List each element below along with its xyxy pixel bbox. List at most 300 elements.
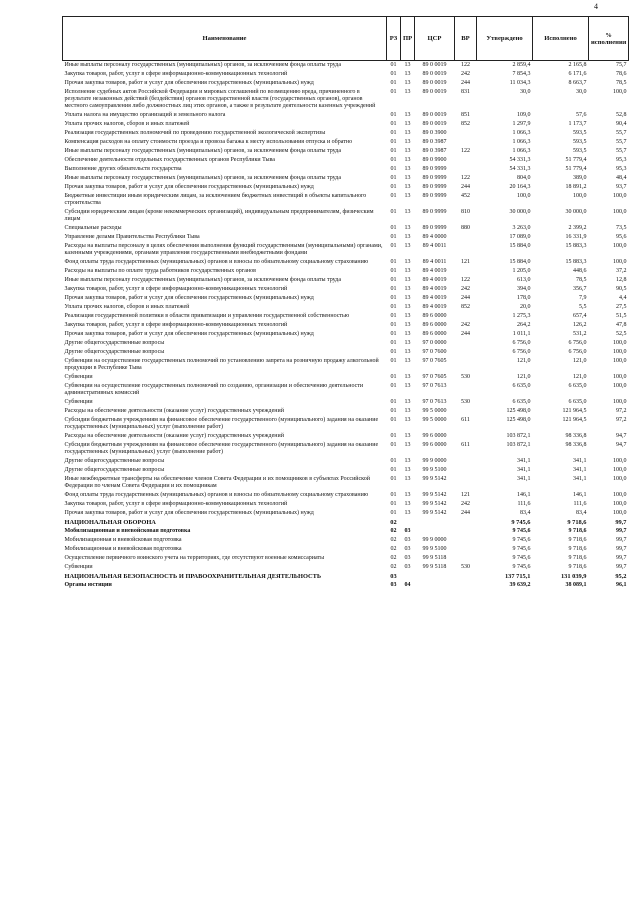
table-row (63, 330, 629, 339)
cell-pr: 13 (404, 399, 411, 405)
cell-rz: 01 (390, 374, 397, 380)
cell-pr: 13 (404, 166, 411, 172)
cell-percent: 100,0 (613, 349, 627, 355)
cell-vr: 244 (461, 295, 470, 301)
cell-approved: 6 635,0 (512, 399, 531, 405)
cell-pr: 03 (404, 528, 411, 534)
cell-approved: 6 635,0 (512, 383, 531, 389)
cell-approved: 100,0 (517, 193, 531, 199)
cell-approved: 54 331,3 (509, 157, 531, 163)
table-row (63, 581, 629, 590)
cell-name: Расходы на обеспечение деятельности (оказание услуг) государственных учреждений (64, 433, 284, 439)
cell-rz: 01 (390, 234, 397, 240)
cell-executed: 16 331,9 (565, 234, 587, 240)
cell-csr: 89 4 0011 (422, 243, 447, 249)
cell-rz: 02 (390, 519, 397, 526)
cell-csr: 89 0 3987 (422, 148, 447, 154)
cell-vr (455, 312, 477, 321)
table-row (63, 518, 629, 527)
cell-csr: 97 0 7600 (422, 349, 447, 355)
cell-rz: 01 (390, 121, 397, 127)
cell-csr (415, 527, 455, 536)
cell-name: Выполнение других обязательств государства (64, 166, 182, 172)
cell-pr: 13 (404, 121, 411, 127)
cell-approved: 9 745,6 (512, 555, 531, 561)
table-row (63, 407, 629, 416)
cell-executed: 6 756,0 (568, 340, 587, 346)
table-row (63, 312, 629, 321)
cell-pr: 03 (404, 546, 411, 552)
cell-name: Расходы на обеспечение деятельности (оказание услуг) государственных учреждений (64, 408, 284, 414)
cell-vr: 831 (461, 89, 470, 95)
cell-executed: 341,1 (573, 467, 587, 473)
cell-rz: 01 (390, 184, 397, 190)
cell-name: Реализация государственной политики в области приватизации и управления государственной собственностью (64, 313, 350, 319)
cell-rz: 03 (390, 582, 397, 588)
cell-name: Субвенции на осуществление государственных полномочий по созданию, организации и обеспечению деятельности административных комиссий (64, 383, 364, 396)
cell-approved: 1 066,3 (512, 130, 531, 136)
cell-vr (455, 156, 477, 165)
cell-percent: 100,0 (613, 259, 627, 265)
header-pr: ПР (401, 17, 415, 61)
cell-approved: 3 263,0 (512, 225, 531, 231)
cell-pr: 13 (404, 417, 411, 423)
cell-approved: 7 854,3 (512, 71, 531, 77)
cell-pr: 13 (404, 148, 411, 154)
cell-rz: 01 (390, 243, 397, 249)
cell-executed: 146,1 (573, 492, 587, 498)
cell-csr: 89 0 0019 (422, 89, 447, 95)
cell-csr: 89 0 9999 (422, 166, 447, 172)
cell-name: Специальные расходы (64, 225, 122, 231)
cell-vr: 242 (461, 501, 470, 507)
cell-csr: 89 0 0019 (422, 80, 447, 86)
cell-csr: 89 4 0019 (422, 268, 447, 274)
cell-rz: 01 (390, 71, 397, 77)
cell-vr: 242 (461, 286, 470, 292)
table-row (63, 88, 629, 111)
cell-executed: 341,1 (573, 458, 587, 464)
cell-percent: 51,5 (616, 313, 627, 319)
table-row (63, 174, 629, 183)
cell-vr: 452 (461, 193, 470, 199)
cell-pr: 13 (404, 157, 411, 163)
cell-csr: 89 0 0019 (422, 71, 447, 77)
cell-vr (455, 233, 477, 242)
cell-approved: 11 034,3 (509, 80, 531, 86)
cell-name: Субвенции (64, 564, 93, 570)
table-row (63, 357, 629, 373)
cell-rz: 01 (390, 89, 397, 95)
table-row (63, 61, 629, 71)
cell-csr: 97 0 7613 (422, 399, 447, 405)
cell-percent: 100,0 (613, 374, 627, 380)
cell-executed: 51 779,4 (565, 157, 587, 163)
cell-name: Расходы на выплаты персоналу в целях обеспечения выполнения функций государственными (муниципальными) органами, казенными учреждениями, органами управления государственными внебюджетными фондами (64, 243, 383, 256)
cell-percent: 100,0 (613, 510, 627, 516)
cell-name: Другие общегосударственные вопросы (64, 340, 165, 346)
cell-executed: 38 089,1 (565, 582, 587, 588)
table-row (63, 183, 629, 192)
cell-executed: 131 039,9 (560, 573, 587, 580)
table-row (63, 441, 629, 457)
cell-csr: 89 0 0019 (422, 121, 447, 127)
table-row (63, 285, 629, 294)
cell-percent: 52,5 (616, 331, 627, 337)
cell-rz: 01 (390, 259, 397, 265)
header-rz: РЗ (387, 17, 401, 61)
cell-percent: 100,0 (613, 340, 627, 346)
cell-name: Уплата прочих налогов, сборов и иных платежей (64, 121, 190, 127)
cell-rz: 02 (390, 537, 397, 543)
cell-percent: 95,2 (615, 573, 627, 580)
cell-rz: 01 (390, 313, 397, 319)
cell-pr: 13 (404, 209, 411, 215)
cell-approved: 30,0 (520, 89, 531, 95)
cell-executed: 448,6 (573, 268, 587, 274)
cell-name: Другие общегосударственные вопросы (64, 467, 165, 473)
cell-rz: 01 (390, 322, 397, 328)
cell-csr: 89 0 9999 (422, 184, 447, 190)
page-number: 4 (594, 2, 598, 11)
cell-name: Субсидии юридическим лицам (кроме некоммерческих организаций), индивидуальным предпринимателям, физическим лицам (64, 209, 374, 222)
table-row (63, 120, 629, 129)
cell-percent: 47,8 (616, 322, 627, 328)
cell-pr: 13 (404, 89, 411, 95)
cell-pr: 13 (404, 492, 411, 498)
cell-pr: 03 (404, 537, 411, 543)
cell-rz: 01 (390, 175, 397, 181)
table-row (63, 572, 629, 581)
cell-name: Прочая закупка товаров, работ и услуг для обеспечения государственных (муниципальных) нужд (64, 80, 314, 86)
cell-vr (455, 457, 477, 466)
cell-vr (455, 432, 477, 441)
cell-pr: 13 (404, 295, 411, 301)
cell-csr: 99 5 0000 (422, 417, 447, 423)
cell-executed: 18 891,2 (565, 184, 587, 190)
cell-vr: 611 (461, 417, 470, 423)
cell-rz: 01 (390, 157, 397, 163)
cell-name: Иные выплаты персоналу государственных (муниципальных) органов, за исключением фонда оплаты труда (64, 62, 341, 68)
cell-pr: 13 (404, 268, 411, 274)
cell-executed: 6 171,6 (568, 71, 587, 77)
cell-name: Иные межбюджетные трансферты на обеспечение членов Совета Федерации и их помощников в субъектах Российской Федерации по членам Совета Федерации и их помощникам (64, 476, 370, 489)
cell-vr: 242 (461, 71, 470, 77)
cell-vr (455, 138, 477, 147)
cell-percent: 75,7 (616, 62, 627, 68)
cell-approved: 6 756,0 (512, 340, 531, 346)
cell-executed: 83,4 (576, 510, 587, 516)
cell-csr: 89 6 0000 (422, 331, 447, 337)
cell-csr: 99 9 5100 (422, 467, 447, 473)
table-row (63, 233, 629, 242)
cell-executed: 9 718,6 (568, 555, 587, 561)
cell-name: Уплата налога на имущество организаций и земельного налога (64, 112, 226, 118)
cell-executed: 2 165,8 (568, 62, 587, 68)
table-row (63, 208, 629, 224)
cell-name: Мобилизационная и вневойсковая подготовка (64, 537, 182, 543)
cell-name: Исполнение судебных актов Российской Федерации и мировых соглашений по возмещению вреда, причиненного в результате незаконных действий (бездействия) органов государственной власти (государственных органов), органов местного самоуправления либо должностных лиц этих органов, а также в результате деятельности казенных учреждений (64, 89, 376, 109)
cell-rz: 01 (390, 467, 397, 473)
cell-percent: 100,0 (613, 492, 627, 498)
cell-name: Прочая закупка товаров, работ и услуг для обеспечения государственных (муниципальных) нужд (64, 184, 314, 190)
table-row (63, 321, 629, 330)
table-row (63, 563, 629, 572)
cell-executed: 98 336,8 (565, 442, 587, 448)
cell-pr: 03 (404, 564, 411, 570)
cell-vr (455, 357, 477, 373)
cell-executed: 5,5 (579, 304, 587, 310)
cell-name: НАЦИОНАЛЬНАЯ БЕЗОПАСНОСТЬ И ПРАВООХРАНИТЕЛЬНАЯ ДЕЯТЕЛЬНОСТЬ (64, 573, 322, 580)
table-row (63, 70, 629, 79)
cell-pr: 13 (404, 442, 411, 448)
table-row (63, 156, 629, 165)
cell-name: Реализация государственных полномочий по проведению государственной экологической экспертизы (64, 130, 326, 136)
cell-name: Компенсация расходов на оплату стоимости проезда и провоза багажа к месту использования отпуска и обратно (64, 139, 353, 145)
cell-name: НАЦИОНАЛЬНАЯ ОБОРОНА (64, 519, 156, 526)
cell-executed: 593,5 (573, 130, 587, 136)
cell-percent: 100,0 (613, 358, 627, 364)
cell-rz: 01 (390, 408, 397, 414)
cell-executed: 9 718,6 (568, 564, 587, 570)
cell-percent: 100,0 (613, 501, 627, 507)
cell-vr (455, 536, 477, 545)
cell-name: Другие общегосударственные вопросы (64, 458, 165, 464)
cell-percent: 94,7 (616, 433, 627, 439)
cell-csr: 89 4 0019 (422, 304, 447, 310)
cell-approved: 15 884,0 (509, 243, 531, 249)
cell-approved: 9 745,6 (512, 546, 531, 552)
cell-executed: 57,6 (576, 112, 587, 118)
cell-executed: 15 883,3 (565, 243, 587, 249)
cell-pr: 13 (404, 304, 411, 310)
cell-percent: 100,0 (613, 243, 627, 249)
cell-vr (455, 267, 477, 276)
cell-pr: 13 (404, 501, 411, 507)
cell-approved: 83,4 (520, 510, 531, 516)
cell-executed: 9 718,6 (567, 519, 587, 526)
cell-csr: 89 4 0019 (422, 286, 447, 292)
table-row (63, 509, 629, 518)
table-row (63, 491, 629, 500)
cell-rz: 01 (390, 331, 397, 337)
cell-approved: 146,1 (517, 492, 531, 498)
cell-approved: 264,2 (517, 322, 531, 328)
cell-vr: 122 (461, 175, 470, 181)
cell-pr: 13 (404, 467, 411, 473)
cell-pr: 13 (404, 331, 411, 337)
cell-percent: 90,5 (616, 286, 627, 292)
cell-vr (455, 165, 477, 174)
cell-vr: 244 (461, 510, 470, 516)
cell-percent: 100,0 (613, 89, 627, 95)
cell-percent: 99,7 (616, 528, 627, 534)
cell-pr: 13 (404, 340, 411, 346)
cell-executed: 657,4 (573, 313, 587, 319)
cell-pr: 13 (404, 71, 411, 77)
cell-rz: 01 (390, 277, 397, 283)
cell-percent: 95,6 (616, 234, 627, 240)
cell-csr: 89 0 9999 (422, 225, 447, 231)
header-percent: % исполнения (589, 17, 629, 61)
table-row (63, 258, 629, 267)
cell-executed: 121,0 (573, 374, 587, 380)
table-row (63, 457, 629, 466)
cell-approved: 103 872,1 (506, 433, 531, 439)
header-executed: Исполнено (533, 17, 589, 61)
cell-percent: 99,7 (616, 564, 627, 570)
cell-percent: 100,0 (613, 383, 627, 389)
cell-vr (455, 554, 477, 563)
table-row (63, 79, 629, 88)
cell-pr: 13 (404, 234, 411, 240)
cell-rz: 01 (390, 458, 397, 464)
table-body (63, 61, 629, 591)
table-row (63, 475, 629, 491)
cell-csr: 99 5 0000 (422, 408, 447, 414)
cell-approved: 125 498,0 (506, 408, 531, 414)
cell-csr: 89 0 9900 (422, 157, 447, 163)
cell-pr: 04 (404, 582, 411, 588)
cell-rz: 01 (390, 130, 397, 136)
cell-rz: 01 (390, 399, 397, 405)
table-row (63, 242, 629, 258)
cell-executed: 6 635,0 (568, 399, 587, 405)
table-row (63, 276, 629, 285)
cell-name: Фонд оплаты труда государственных (муниципальных) органов и взносы по обязательному социальному страхованию (64, 259, 369, 265)
cell-percent: 99,7 (616, 555, 627, 561)
table-row (63, 303, 629, 312)
cell-pr: 13 (404, 433, 411, 439)
budget-table (62, 16, 629, 590)
table-row (63, 224, 629, 233)
cell-percent: 55,7 (616, 139, 627, 145)
cell-percent: 99,7 (616, 546, 627, 552)
cell-vr: 611 (461, 442, 470, 448)
header-vr: ВР (455, 17, 477, 61)
cell-csr: 99 9 5142 (422, 492, 447, 498)
cell-approved: 109,0 (517, 112, 531, 118)
cell-vr (455, 518, 477, 527)
cell-rz: 01 (390, 476, 397, 482)
cell-name: Расходы на выплаты по оплате труда работников государственных органов (64, 268, 256, 274)
cell-csr: 97 0 7605 (422, 374, 447, 380)
cell-csr: 99 9 5118 (422, 555, 447, 561)
cell-csr: 99 9 5118 (422, 564, 447, 570)
cell-percent: 99,7 (615, 519, 627, 526)
cell-executed: 531,2 (573, 331, 587, 337)
cell-vr (455, 475, 477, 491)
cell-approved: 9 745,6 (512, 528, 531, 534)
table-row (63, 545, 629, 554)
cell-percent: 52,8 (616, 112, 627, 118)
cell-csr: 97 0 7613 (422, 383, 447, 389)
table-row (63, 554, 629, 563)
cell-csr: 97 0 0000 (422, 340, 447, 346)
cell-executed: 593,5 (573, 139, 587, 145)
cell-csr: 89 0 9999 (422, 193, 447, 199)
cell-vr: 121 (461, 492, 470, 498)
cell-name: Бюджетные инвестиции иным юридическим лицам, за исключением бюджетных инвестиций в объекты капитального строительства (64, 193, 367, 206)
cell-vr: 810 (461, 209, 470, 215)
cell-percent: 93,7 (616, 184, 627, 190)
cell-approved: 394,0 (517, 286, 531, 292)
cell-name: Мобилизационная и вневойсковая подготовка (64, 528, 191, 534)
cell-vr (455, 382, 477, 398)
cell-rz: 01 (390, 166, 397, 172)
cell-pr: 13 (404, 175, 411, 181)
cell-executed: 7,9 (579, 295, 587, 301)
table-row (63, 373, 629, 382)
cell-pr: 13 (404, 184, 411, 190)
table-row (63, 382, 629, 398)
cell-pr: 13 (404, 458, 411, 464)
cell-vr: 122 (461, 148, 470, 154)
cell-executed: 78,5 (576, 277, 587, 283)
cell-executed: 6 635,0 (568, 383, 587, 389)
cell-pr: 13 (404, 225, 411, 231)
cell-approved: 341,1 (517, 458, 531, 464)
cell-approved: 341,1 (517, 467, 531, 473)
cell-percent: 96,1 (616, 582, 627, 588)
table-header (63, 17, 629, 61)
cell-rz: 01 (390, 417, 397, 423)
cell-name: Субвенции на осуществление государственных полномочий по установлению запрета на розничную продажу алкогольной продукции в Республике Тыва (64, 358, 379, 371)
cell-rz: 03 (390, 573, 397, 580)
cell-vr: 530 (461, 374, 470, 380)
cell-executed: 9 718,6 (568, 546, 587, 552)
cell-percent: 100,0 (613, 193, 627, 199)
cell-approved: 1 297,9 (512, 121, 531, 127)
cell-percent: 95,3 (616, 166, 627, 172)
cell-percent: 27,5 (616, 304, 627, 310)
cell-name: Закупка товаров, работ, услуг в сфере информационно-коммуникационных технологий (64, 501, 288, 507)
cell-percent: 78,6 (616, 71, 627, 77)
cell-executed: 8 663,7 (568, 80, 587, 86)
cell-vr: 244 (461, 331, 470, 337)
cell-percent: 4,4 (619, 295, 627, 301)
cell-executed: 51 779,4 (565, 166, 587, 172)
cell-rz: 01 (390, 433, 397, 439)
cell-vr: 244 (461, 80, 470, 86)
cell-vr: 851 (461, 112, 470, 118)
cell-executed: 593,5 (573, 148, 587, 154)
table-row (63, 138, 629, 147)
cell-name: Управление делами Правительства Республики Тыва (64, 234, 200, 240)
table-row (63, 192, 629, 208)
cell-name: Фонд оплаты труда государственных (муниципальных) органов и взносы по обязательному социальному страхованию (64, 492, 369, 498)
cell-csr: 99 9 0000 (422, 537, 447, 543)
cell-rz: 02 (390, 528, 397, 534)
cell-percent: 94,7 (616, 442, 627, 448)
cell-approved: 103 872,1 (506, 442, 531, 448)
cell-vr: 244 (461, 184, 470, 190)
cell-approved: 20,0 (520, 304, 531, 310)
cell-vr (455, 545, 477, 554)
cell-rz: 01 (390, 383, 397, 389)
cell-name: Субвенции (64, 399, 93, 405)
cell-percent: 95,3 (616, 157, 627, 163)
cell-name: Субсидии бюджетным учреждениям на финансовое обеспечение государственного (муниципального) задания на оказание государственных (муниципальных) услуг (выполнение работ) (64, 442, 379, 455)
cell-pr: 03 (404, 555, 411, 561)
cell-name: Субсидии бюджетным учреждениям на финансовое обеспечение государственного (муниципального) задания на оказание государственных (муниципальных) услуг (выполнение работ) (64, 417, 379, 430)
cell-rz: 01 (390, 268, 397, 274)
cell-executed: 356,7 (573, 286, 587, 292)
cell-approved: 1 011,1 (512, 331, 531, 337)
cell-name: Органы юстиции (64, 582, 112, 588)
cell-vr (455, 581, 477, 590)
cell-pr: 13 (404, 374, 411, 380)
